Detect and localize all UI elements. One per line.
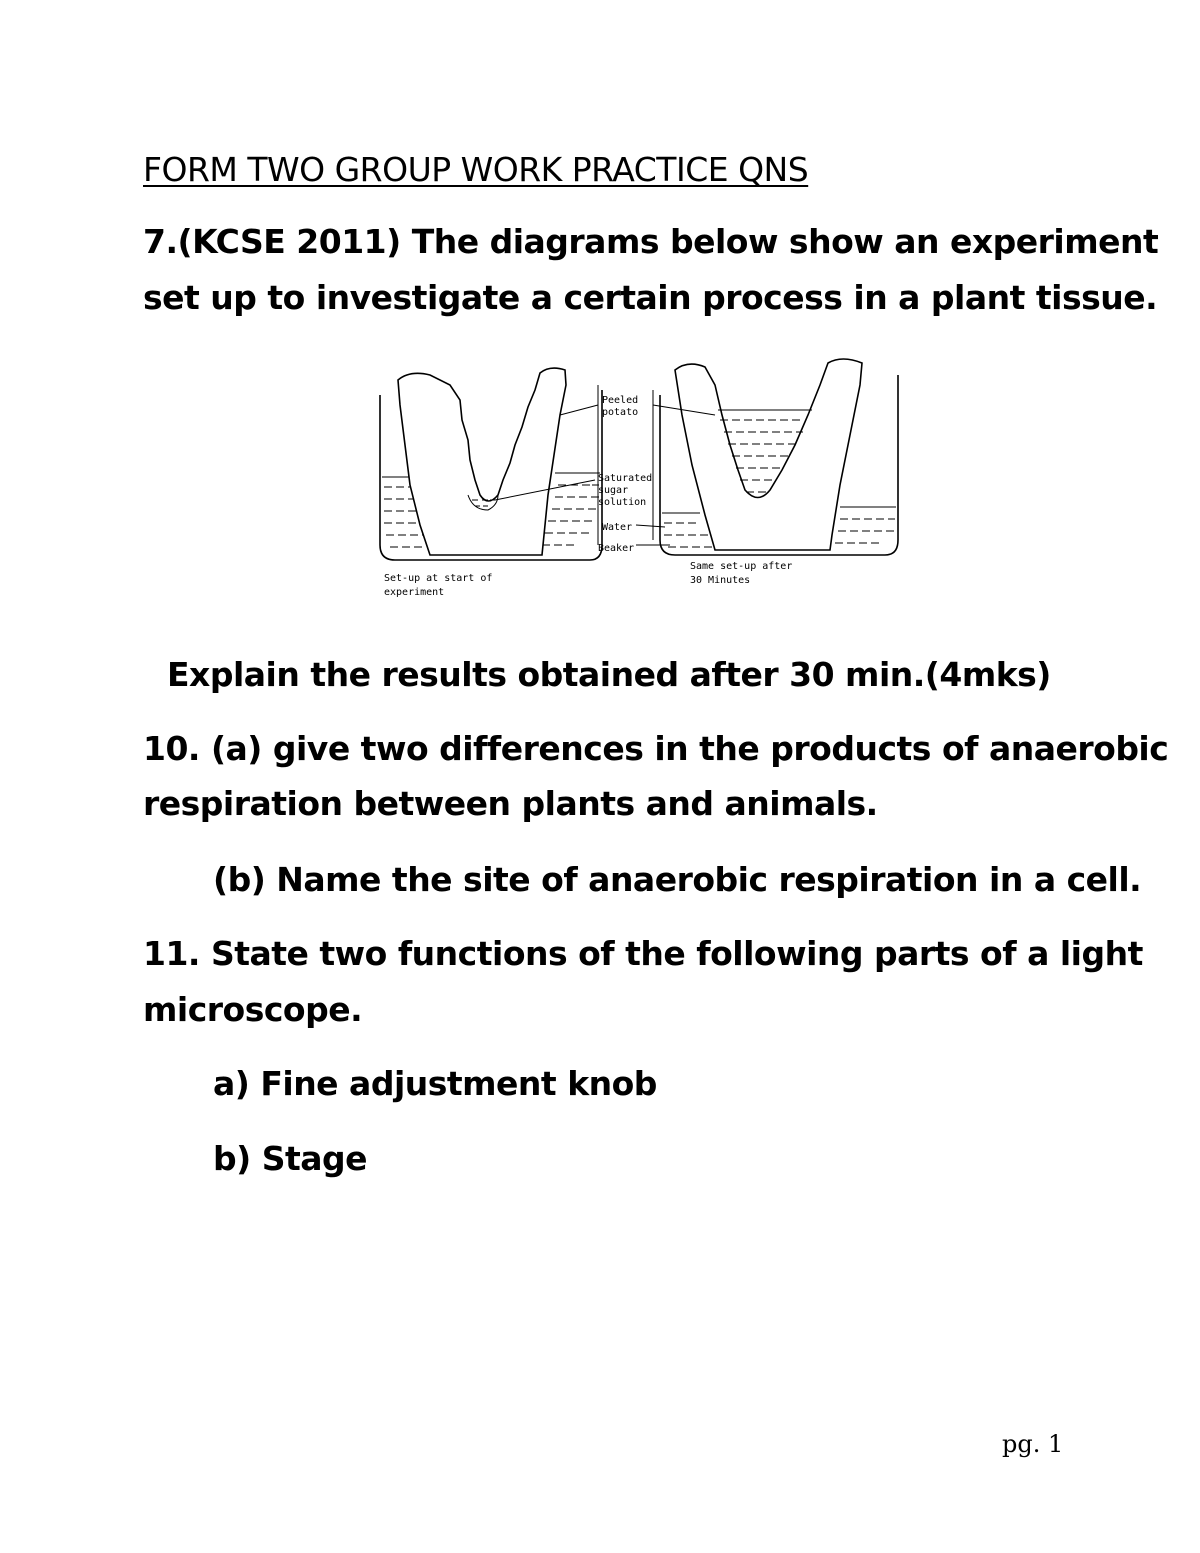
label-peeled: Peeled (602, 395, 639, 406)
osmosis-experiment-diagram (370, 345, 930, 615)
question-7-line-1: 7.(KCSE 2011) The diagrams below show an experiment (143, 222, 1159, 261)
right-peeled-potato (675, 359, 862, 550)
caption-right-line-1: Same set-up after (690, 561, 793, 572)
caption-left-line-2: experiment (384, 587, 445, 598)
page-number: pg. 1 (1002, 1430, 1064, 1458)
label-sugar: sugar (598, 485, 629, 496)
label-saturated: Saturated (598, 473, 653, 484)
left-peeled-potato (398, 368, 566, 555)
question-11-part-a: a) Fine adjustment knob (213, 1064, 657, 1103)
question-7-instruction: Explain the results obtained after 30 min.(4mks) (167, 655, 1051, 694)
label-beaker: Beaker (598, 543, 635, 554)
label-solution: solution (598, 497, 647, 508)
label-water: Water (602, 522, 633, 533)
question-11-line-1: 11. State two functions of the following parts of a light (143, 934, 1143, 973)
question-11-part-b: b) Stage (213, 1139, 368, 1178)
question-10-line-2: respiration between plants and animals. (143, 784, 878, 823)
question-10-part-b: (b) Name the site of anaerobic respiration in a cell. (213, 860, 1142, 899)
question-7-line-2: set up to investigate a certain process in a plant tissue. (143, 278, 1158, 317)
page-title: FORM TWO GROUP WORK PRACTICE QNS (143, 150, 809, 189)
question-11-line-2: microscope. (143, 990, 363, 1029)
caption-left-line-1: Set-up at start of (384, 573, 493, 584)
label-potato: potato (602, 407, 639, 418)
caption-right-line-2: 30 Minutes (690, 575, 751, 586)
question-10-line-1: 10. (a) give two differences in the products of anaerobic (143, 729, 1169, 768)
